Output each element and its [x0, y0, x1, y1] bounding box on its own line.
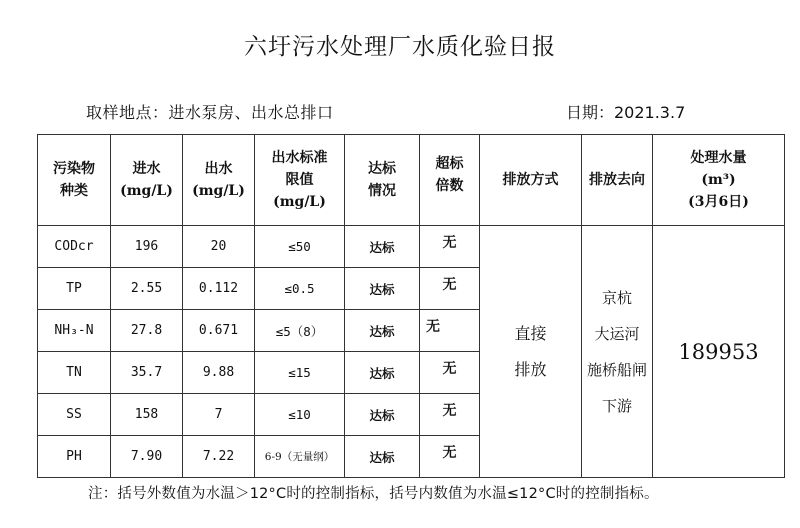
compliance-status: 达标 — [345, 394, 420, 436]
pollutant-name: SS — [38, 394, 111, 436]
report-title: 六圩污水处理厂水质化验日报 — [244, 34, 556, 60]
outflow-value: 7.22 — [183, 436, 255, 478]
header-direction: 排放去向 — [582, 135, 653, 226]
exceed-label: 无 — [442, 276, 457, 293]
pollutant-name: TN — [38, 352, 111, 394]
standard-value: 6-9（无量纲） — [255, 436, 345, 478]
header-pollutant: 污染物 种类 — [38, 135, 111, 226]
compliance-status: 达标 — [345, 310, 420, 352]
table-row — [38, 226, 785, 268]
inflow-value: 35.7 — [111, 352, 183, 394]
pollutant-name: TP — [38, 268, 111, 310]
inflow-value: 158 — [111, 394, 183, 436]
water-quality-table — [37, 134, 785, 478]
header-exceed — [420, 135, 480, 226]
inflow-value: 196 — [111, 226, 183, 268]
compliance-status: 达标 — [345, 226, 420, 268]
standard-value: ≤10 — [255, 394, 345, 436]
standard-value: ≤0.5 — [255, 268, 345, 310]
pollutant-name: CODcr — [38, 226, 111, 268]
header-volume: 处理水量 (m³) (3月6日) — [653, 135, 785, 226]
pollutant-name: PH — [38, 436, 111, 478]
inflow-value: 27.8 — [111, 310, 183, 352]
exceed-value — [420, 394, 480, 436]
header-exceed-label: 超标 倍数 — [435, 156, 464, 194]
pollutant-name: NH₃-N — [38, 310, 111, 352]
sampling-location: 取样地点：进水泵房、出水总排口 — [86, 103, 334, 122]
exceed-label: 无 — [442, 444, 457, 461]
treated-volume: 189953 — [653, 226, 785, 478]
exceed-value — [420, 436, 480, 478]
standard-value: ≤15 — [255, 352, 345, 394]
header-standard: 出水标准 限值 (mg/L) — [255, 135, 345, 226]
exceed-value — [420, 352, 480, 394]
outflow-value: 9.88 — [183, 352, 255, 394]
exceed-value — [420, 226, 480, 268]
compliance-status: 达标 — [345, 436, 420, 478]
exceed-value — [420, 268, 480, 310]
standard-value: ≤5（8） — [255, 310, 345, 352]
inflow-value: 7.90 — [111, 436, 183, 478]
exceed-label: 无 — [442, 360, 457, 377]
exceed-value — [420, 310, 480, 352]
compliance-status: 达标 — [345, 352, 420, 394]
inflow-value: 2.55 — [111, 268, 183, 310]
exceed-label: 无 — [426, 318, 440, 335]
compliance-status: 达标 — [345, 268, 420, 310]
outflow-value: 0.112 — [183, 268, 255, 310]
outflow-value: 7 — [183, 394, 255, 436]
discharge-method: 直接 排放 — [480, 226, 582, 478]
exceed-label: 无 — [442, 402, 457, 419]
standard-value: ≤50 — [255, 226, 345, 268]
outflow-value: 0.671 — [183, 310, 255, 352]
header-inflow: 进水 (mg/L) — [111, 135, 183, 226]
header-method: 排放方式 — [480, 135, 582, 226]
header-compliance: 达标 情况 — [345, 135, 420, 226]
header-outflow: 出水 (mg/L) — [183, 135, 255, 226]
report-date: 日期：2021.3.7 — [566, 103, 686, 122]
footnote: 注：括号外数值为水温＞12°C时的控制指标，括号内数值为水温≤12°C时的控制指标。 — [88, 486, 659, 502]
exceed-label: 无 — [442, 234, 457, 251]
header-row — [38, 135, 785, 226]
outflow-value: 20 — [183, 226, 255, 268]
discharge-direction: 京杭 大运河 施桥船闸 下游 — [582, 226, 653, 478]
